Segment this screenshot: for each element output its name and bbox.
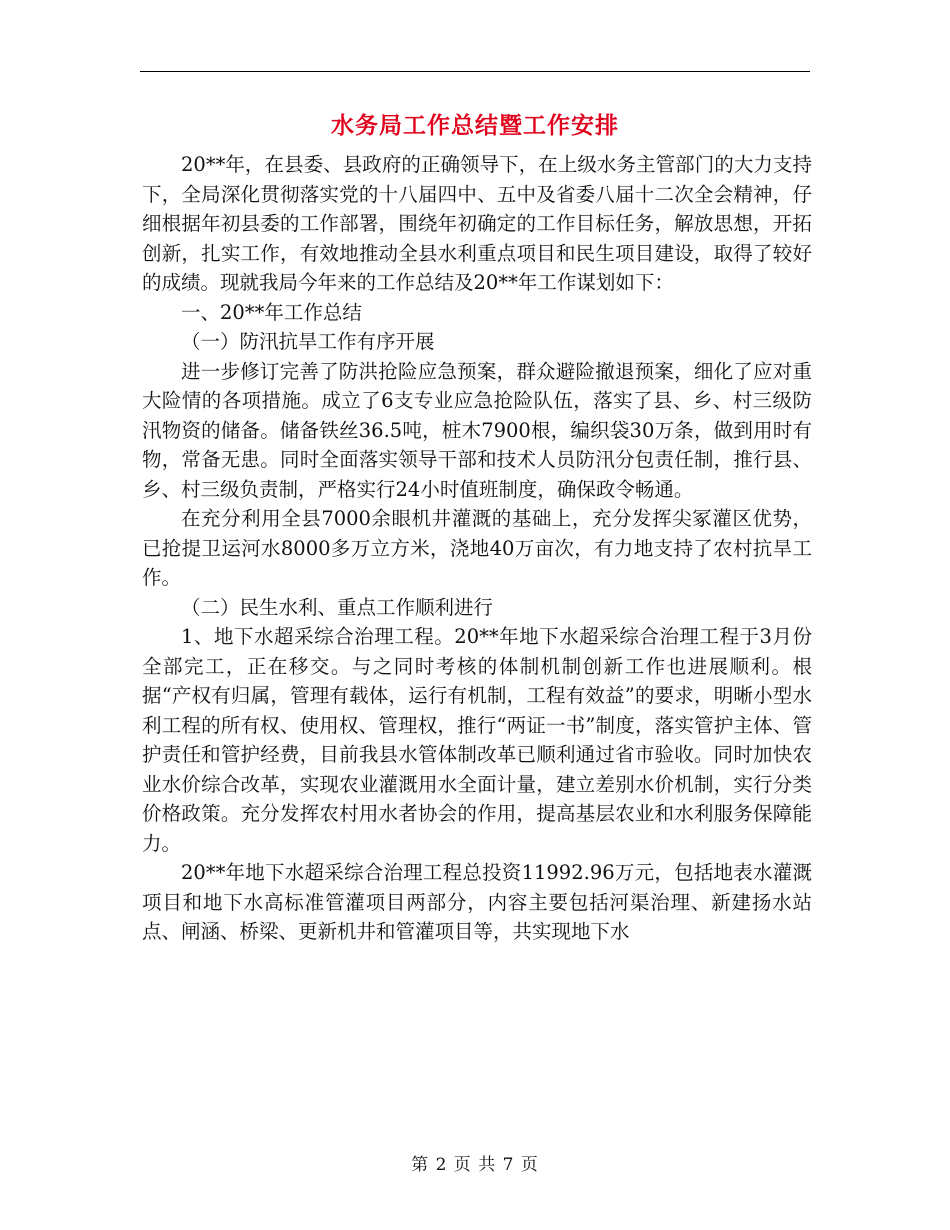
paragraph-flood-control: 进一步修订完善了防洪抢险应急预案，群众避险撤退预案，细化了应对重大险情的各项措施。成立了6支专业应急抢险队伍，落实了县、乡、村三级防汛物资的储备。储备铁丝36.5吨，桩木7900根，编织袋30万条，做到用时有物，常备无患。同时全面落实领导干部和技术人员防汛分包责任制，推行县、乡、村三级负责制，严格实行24小时值班制度，确保政令畅通。 [142,359,812,501]
header-rule [140,71,810,72]
subsection-heading-flood-control: （一）防汛抗旱工作有序开展 [181,330,435,353]
paragraph-drought-relief: 在充分利用全县7000余眼机井灌溉的基础上，充分发挥尖冢灌区优势，已抢提卫运河水8000多万立方米，浇地40万亩次，有力地支持了农村抗旱工作。 [142,507,812,589]
subsection-heading-key-projects: （二）民生水利、重点工作顺利进行 [181,595,494,619]
paragraph-groundwater-investment: 20**年地下水超采综合治理工程总投资11992.96万元，包括地表水灌溉项目和地下水高标准管灌项目两部分，内容主要包括河渠治理、新建扬水站点、闸涵、桥梁、更新机井和管灌项目等，共实现地下水 [142,861,812,943]
section-heading-summary: 一、20**年工作总结 [181,300,362,324]
document-title: 水务局工作总结暨工作安排 [331,112,619,139]
paragraph-groundwater-project: 1、地下水超采综合治理工程。20**年地下水超采综合治理工程于3月份全部完工，正在移交。与之同时考核的体制机制创新工作也进展顺利。根据“产权有归属，管理有载体，运行有机制，工程有效益”的要求，明晰小型水利工程的所有权、使用权、管理权，推行“两证一书”制度，落实管护主体、管护责任和管护经费，目前我县水管体制改革已顺利通过省市验收。同时加快农业水价综合改革，实现农业灌溉用水全面计量，建立差别水价机制，实行分类价格政策。充分发挥农村用水者协会的作用，提高基层农业和水利服务保障能力。 [142,625,812,855]
document-body [142,150,812,947]
page-footer: 第 2 页 共 7 页 [411,1155,539,1175]
paragraph-intro: 20**年，在县委、县政府的正确领导下，在上级水务主管部门的大力支持下，全局深化贯彻落实党的十八届四中、五中及省委八届十二次全会精神，仔细根据年初县委的工作部署，围绕年初确定的工作目标任务，解放思想，开拓创新，扎实工作，有效地推动全县水利重点项目和民生项目建设，取得了较好的成绩。现就我局今年来的工作总结及20**年工作谋划如下： [142,153,812,294]
